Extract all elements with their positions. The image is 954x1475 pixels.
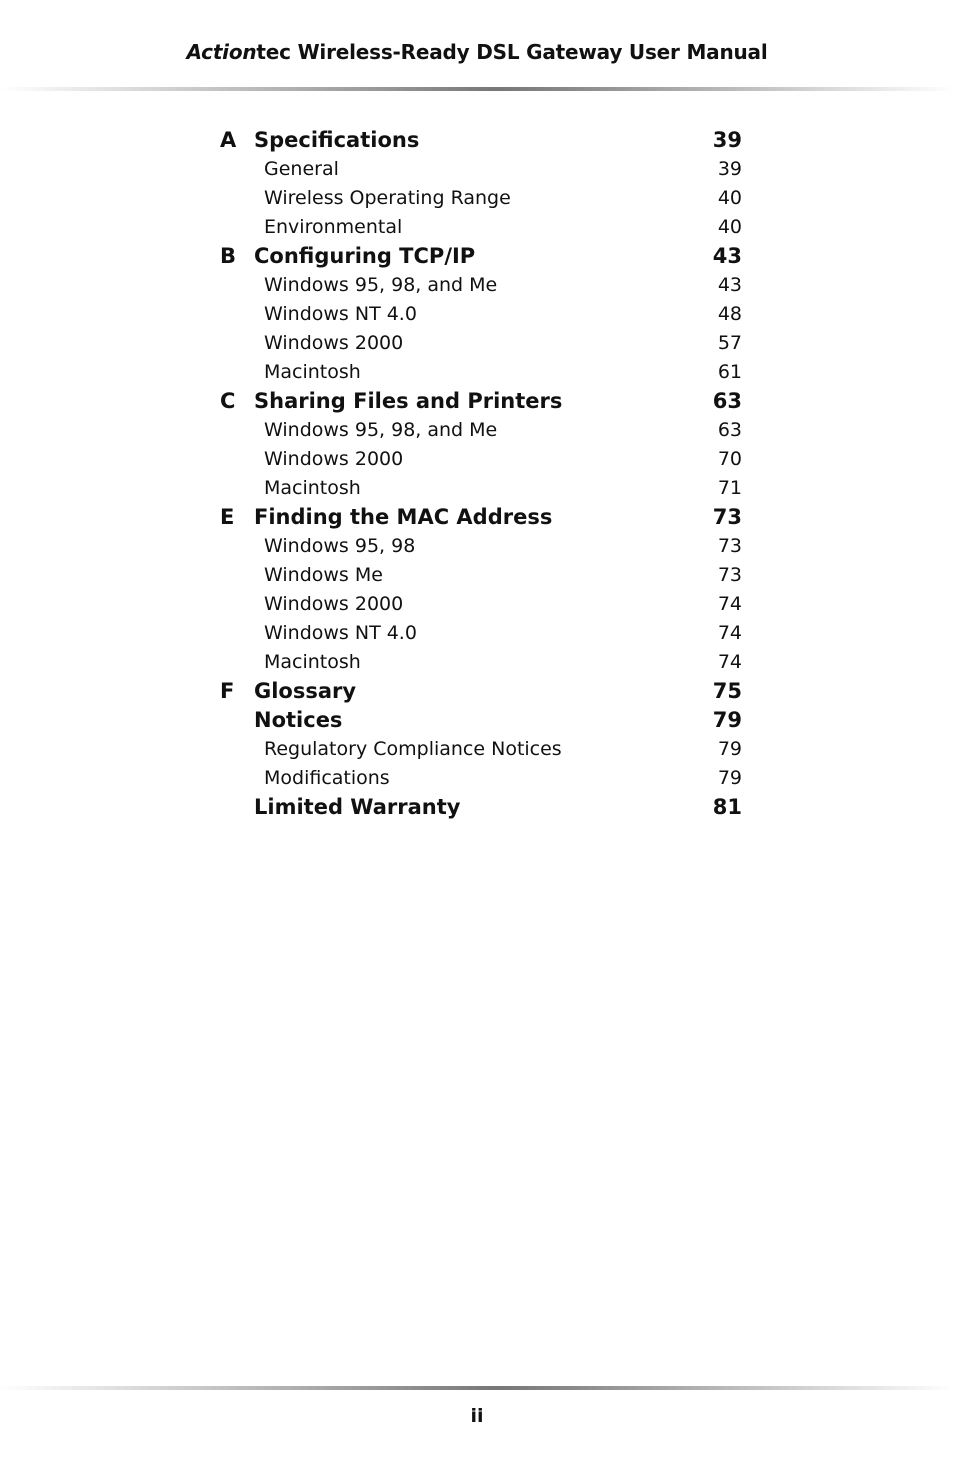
toc-chapter-entry[interactable] bbox=[220, 677, 742, 706]
toc-section-entry[interactable] bbox=[220, 271, 742, 300]
toc-section-entry[interactable] bbox=[220, 184, 742, 213]
toc-chapter-entry[interactable] bbox=[220, 503, 742, 532]
toc-chapter-entry[interactable] bbox=[220, 126, 742, 155]
toc-entry-title: Macintosh bbox=[264, 477, 361, 499]
toc-entry-page: 71 bbox=[717, 477, 742, 499]
toc-entry-title: Limited Warranty bbox=[254, 795, 461, 819]
toc-entry-title: Configuring TCP/IP bbox=[254, 244, 476, 268]
toc-entry-title: Windows 95, 98 bbox=[264, 535, 416, 557]
toc-section-entry[interactable] bbox=[220, 445, 742, 474]
toc-entry-title: Windows 2000 bbox=[264, 332, 404, 354]
toc-section-entry[interactable] bbox=[220, 561, 742, 590]
toc-entry-title: Windows NT 4.0 bbox=[264, 303, 417, 325]
toc-entry-title: Environmental bbox=[264, 216, 403, 238]
toc-entry-page: 73 bbox=[717, 535, 742, 557]
header-divider bbox=[0, 87, 954, 91]
toc-chapter-entry[interactable] bbox=[220, 706, 742, 735]
toc-entry-title: Regulatory Compliance Notices bbox=[264, 738, 562, 760]
appendix-letter: B bbox=[220, 244, 237, 268]
toc-section-entry[interactable] bbox=[220, 735, 742, 764]
toc-section-entry[interactable] bbox=[220, 213, 742, 242]
toc-entry-page: 40 bbox=[717, 216, 742, 238]
toc-entry-page: 43 bbox=[717, 274, 742, 296]
appendix-letter: F bbox=[220, 679, 235, 703]
toc-entry-title: Macintosh bbox=[264, 651, 361, 673]
toc-entry-page: 61 bbox=[717, 361, 742, 383]
toc-entry-page: 63 bbox=[712, 389, 742, 413]
appendix-letter: A bbox=[220, 128, 237, 152]
page-number: ii bbox=[470, 1405, 484, 1427]
toc-section-entry[interactable] bbox=[220, 474, 742, 503]
toc-entry-title: Sharing Files and Printers bbox=[254, 389, 563, 413]
toc-entry-page: 43 bbox=[712, 244, 742, 268]
toc-chapter-entry[interactable] bbox=[220, 387, 742, 416]
toc-entry-page: 57 bbox=[717, 332, 742, 354]
toc-entry-title: Windows NT 4.0 bbox=[264, 622, 417, 644]
toc-chapter-entry[interactable] bbox=[220, 793, 742, 822]
header-title: tec Wireless-Ready DSL Gateway User Manual bbox=[256, 40, 768, 64]
toc-section-entry[interactable] bbox=[220, 532, 742, 561]
toc-entry-page: 39 bbox=[717, 158, 742, 180]
toc-section-entry[interactable] bbox=[220, 590, 742, 619]
toc-entry-page: 40 bbox=[717, 187, 742, 209]
toc-entry-page: 39 bbox=[712, 128, 742, 152]
toc-entry-page: 81 bbox=[712, 795, 742, 819]
toc-entry-page: 79 bbox=[717, 767, 742, 789]
toc-section-entry[interactable] bbox=[220, 358, 742, 387]
toc-chapter-entry[interactable] bbox=[220, 242, 742, 271]
toc-section-entry[interactable] bbox=[220, 416, 742, 445]
toc-entry-title: Windows 2000 bbox=[264, 593, 404, 615]
toc-entry-page: 74 bbox=[717, 593, 742, 615]
toc-entry-title: Specifications bbox=[254, 128, 420, 152]
toc-entry-title: Finding the MAC Address bbox=[254, 505, 553, 529]
toc-entry-page: 79 bbox=[717, 738, 742, 760]
toc-entry-title: Notices bbox=[254, 708, 343, 732]
toc-section-entry[interactable] bbox=[220, 155, 742, 184]
toc-section-entry[interactable] bbox=[220, 300, 742, 329]
toc-entry-page: 73 bbox=[717, 564, 742, 586]
toc-entry-title: Windows Me bbox=[264, 564, 383, 586]
toc-entry-page: 74 bbox=[717, 651, 742, 673]
toc-entry-title: Windows 95, 98, and Me bbox=[264, 419, 498, 441]
toc-entry-page: 70 bbox=[717, 448, 742, 470]
toc-section-entry[interactable] bbox=[220, 648, 742, 677]
table-of-contents bbox=[220, 126, 742, 822]
running-header bbox=[0, 40, 954, 64]
toc-section-entry[interactable] bbox=[220, 619, 742, 648]
toc-entry-title: Windows 2000 bbox=[264, 448, 404, 470]
header-brand: Action bbox=[186, 40, 257, 64]
toc-entry-page: 79 bbox=[712, 708, 742, 732]
toc-entry-page: 48 bbox=[717, 303, 742, 325]
footer-divider bbox=[0, 1386, 954, 1390]
toc-entry-title: Macintosh bbox=[264, 361, 361, 383]
toc-entry-page: 74 bbox=[717, 622, 742, 644]
toc-entry-title: Windows 95, 98, and Me bbox=[264, 274, 498, 296]
toc-entry-page: 63 bbox=[717, 419, 742, 441]
toc-entry-page: 75 bbox=[712, 679, 742, 703]
toc-entry-page: 73 bbox=[712, 505, 742, 529]
toc-section-entry[interactable] bbox=[220, 764, 742, 793]
appendix-letter: C bbox=[220, 389, 236, 413]
toc-entry-title: Wireless Operating Range bbox=[264, 187, 511, 209]
toc-entry-title: General bbox=[264, 158, 339, 180]
appendix-letter: E bbox=[220, 505, 235, 529]
toc-entry-title: Glossary bbox=[254, 679, 357, 703]
toc-entry-title: Modifications bbox=[264, 767, 390, 789]
toc-section-entry[interactable] bbox=[220, 329, 742, 358]
